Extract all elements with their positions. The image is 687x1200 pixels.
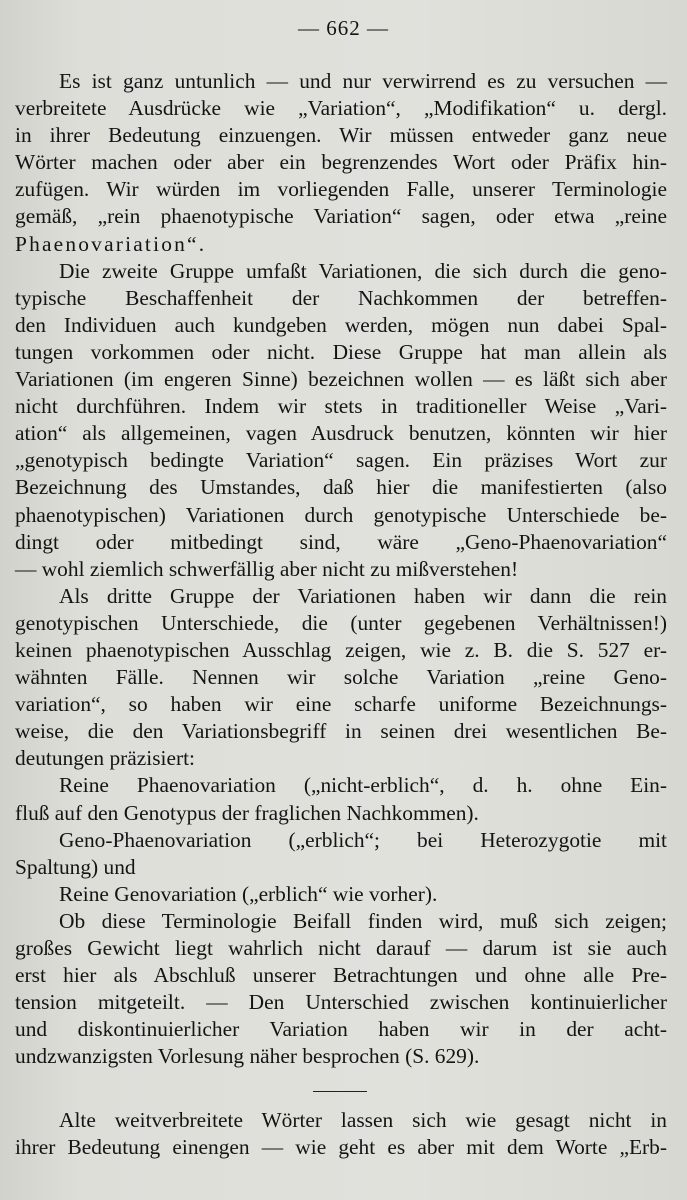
text-line: und diskontinuierlicher Variation haben wir in der acht-: [15, 1017, 667, 1042]
text-line: Es ist ganz untunlich — und nur verwirrend es zu versuchen —: [59, 69, 667, 93]
text-line: verbreitete Ausdrücke wie „Variation“, „Modifikation“ u. dergl.: [15, 96, 667, 121]
text-line: den Individuen auch kundgeben werden, mögen nun dabei Spal-: [15, 312, 667, 337]
text-line: deutungen präzisiert:: [15, 746, 195, 771]
text-line: großes Gewicht liegt wahrlich nicht darauf — darum ist sie auch: [15, 936, 667, 960]
text-line: weise, die den Variationsbegriff in seinen drei wesentlichen Be-: [15, 719, 667, 744]
list-item: Reine Phaenovariation („nicht-erblich“, d. h. ohne Ein-: [59, 773, 667, 798]
text-line: wähnten Fälle. Nennen wir solche Variation „reine Geno-: [15, 665, 667, 690]
text-line: „genotypisch bedingte Variation“ sagen. Ein präzises Wort zur: [15, 448, 667, 473]
text-line: undzwanzigsten Vorlesung näher besprochen (S. 629).: [15, 1044, 480, 1069]
list-item: Geno-Phaenovariation („erblich“; bei Heterozygotie mit: [59, 827, 667, 852]
text-line: Phaenovariation“.: [15, 231, 207, 256]
text-line: gemäß, „rein phaenotypische Variation“ sagen, oder etwa „reine: [15, 204, 667, 229]
text-line: typische Beschaffenheit der Nachkommen der betreffen-: [15, 285, 667, 310]
text-line: nicht durchführen. Indem wir stets in traditioneller Weise „Vari-: [15, 394, 667, 419]
text-line: in ihrer Bedeutung einzuengen. Wir müssen entweder ganz neue: [15, 123, 667, 148]
text-line: tension mitgeteilt. — Den Unterschied zwischen kontinuierlicher: [15, 990, 667, 1015]
text-line: keinen phaenotypischen Ausschlag zeigen, wie z. B. die S. 527 er-: [15, 637, 667, 662]
text-line: dingt oder mitbedingt sind, wäre „Geno-Phaenovariation“: [15, 529, 667, 554]
text-line: ihrer Bedeutung einengen — wie geht es aber mit dem Worte „Erb-: [15, 1135, 667, 1160]
body-text-continued: [15, 1107, 667, 1161]
text-line: erst hier als Abschluß unserer Betrachtungen und ohne alle Pre-: [15, 963, 667, 988]
text-line: Bezeichnung des Umstandes, daß hier die manifestierten (also: [15, 475, 667, 500]
body-text: [15, 68, 667, 1070]
text-line: variation“, so haben wir eine scharfe uniforme Bezeichnungs-: [15, 692, 667, 717]
text-line: genotypischen Unterschiede, die (unter gegebenen Verhältnissen!): [15, 610, 667, 635]
text-line: Als dritte Gruppe der Variationen haben wir dann die rein: [59, 583, 667, 608]
text-line: Ob diese Terminologie Beifall finden wird, muß sich zeigen;: [59, 908, 667, 933]
text-line: Wörter machen oder aber ein begrenzendes Wort oder Präfix hin-: [15, 150, 667, 175]
list-item: fluß auf den Genotypus der fraglichen Nachkommen).: [15, 800, 479, 825]
text-line: Alte weitverbreitete Wörter lassen sich wie gesagt nicht in: [59, 1108, 667, 1132]
page-number: — 662 —: [298, 16, 389, 40]
text-line: phaenotypischen) Variationen durch genotypische Unterschiede be-: [15, 502, 667, 527]
text-line: tungen vorkommen oder nicht. Diese Gruppe hat man allein als: [15, 339, 667, 364]
text-line: Variationen (im engeren Sinne) bezeichnen wollen — es läßt sich aber: [15, 367, 667, 392]
list-item: Reine Genovariation („erblich“ wie vorher).: [59, 881, 438, 906]
section-divider: [313, 1091, 367, 1092]
text-line: — wohl ziemlich schwerfällig aber nicht zu mißverstehen!: [15, 556, 519, 581]
text-line: Die zweite Gruppe umfaßt Variationen, die sich durch die geno-: [59, 258, 667, 283]
list-item: Spaltung) und: [15, 854, 136, 879]
text-line: ation“ als allgemeinen, vagen Ausdruck benutzen, könnten wir hier: [15, 421, 667, 446]
text-line: zufügen. Wir würden im vorliegenden Falle, unserer Terminologie: [15, 177, 667, 202]
